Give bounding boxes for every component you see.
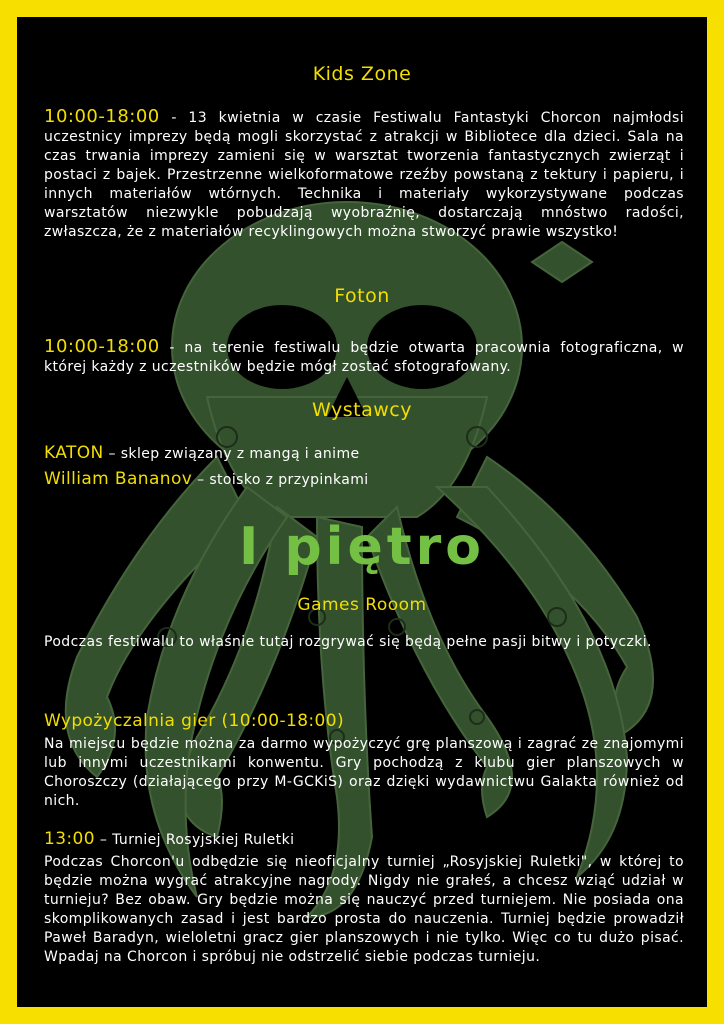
- tournament-time: 13:00: [44, 829, 95, 849]
- kids-zone-text: - 13 kwietnia w czasie Festiwalu Fantastyki Chorcon najmłodsi uczestnicy imprezy będą mogli skorzystać z atrakcji w Bibliotece dla dzieci. Sala na czas trwania imprezy zamieni się w warsztat tworzenia fantastycznych zwierząt i postaci z bajek. Przestrzenne wielkoformatowe rzeźby powstaną z tektury i papieru, i innych materiałów wtórnych. Technika i materiały wykorzystywane podczas warsztatów niezwykle pobudzają wyobraźnię, dostarczają mnóstwo radości, zwłaszcza, że z materiałów recyklingowych można stworzyć prawie wszystko!: [44, 110, 684, 240]
- tournament-paragraph: Podczas Chorcon'u odbędzie się nieoficjalny turniej „Rosyjskiej Ruletki", w której to będzie można wygrać atrakcyjne nagrody. Nigdy nie grałeś, a chcesz wziąć udział w turnieju? Bez obaw. Gry będzie można się nauczyć przed turniejem. Nie posiada ona skomplikowanych zasad i jest bardzo prosta do nauczenia. Turniej będzie prowadził Paweł Baradyn, wieloletni gracz gier planszowych i nie tylko. Więc co tu dużo pisać. Wpadaj na Chorcon i spróbuj nie odstrzelić siebie podczas turnieju.: [44, 854, 684, 965]
- exhibitor-desc: – stoisko z przypinkami: [192, 472, 369, 488]
- games-room-intro: Podczas festiwalu to właśnie tutaj rozgrywać się będą pełne pasji bitwy i potyczki.: [44, 634, 652, 650]
- exhibitor-name: William Bananov: [44, 469, 193, 489]
- exhibitor-katon: [44, 443, 360, 463]
- kids-zone-time: 10:00-18:00: [44, 106, 160, 127]
- heading-wystawcy: Wystawcy: [312, 399, 412, 421]
- rental-paragraph: Na miejscu będzie można za darmo wypożyczyć grę planszową i zagrać ze znajomymi lub innymi uczestnikami konwentu. Gry pochodzą z klubu gier planszowych w Choroszczy (działającego przy M-GCKiS) oraz dzięki wydawnictwu Galakta również od nich.: [44, 736, 684, 809]
- exhibitor-william-bananov: [44, 469, 369, 489]
- foton-text: - na terenie festiwalu będzie otwarta pracownia fotograficzna, w której każdy z uczestników będzie mógł zostać sfotografowany.: [44, 340, 684, 375]
- poster-page: [17, 17, 707, 1007]
- floor-title: I piętro: [239, 517, 485, 577]
- exhibitor-desc: – sklep związany z mangą i anime: [103, 446, 360, 462]
- exhibitor-name: KATON: [44, 443, 104, 463]
- heading-foton: Foton: [334, 285, 390, 307]
- heading-games-room: Games Rooom: [297, 595, 427, 615]
- foton-paragraph: [44, 337, 684, 377]
- heading-tournament: [44, 829, 294, 849]
- heading-rental: Wypożyczalnia gier (10:00-18:00): [44, 711, 345, 731]
- tournament-title: – Turniej Rosyjskiej Ruletki: [95, 832, 295, 848]
- heading-kids-zone: Kids Zone: [312, 63, 412, 85]
- kids-zone-paragraph: [44, 107, 684, 242]
- foton-time: 10:00-18:00: [44, 336, 160, 357]
